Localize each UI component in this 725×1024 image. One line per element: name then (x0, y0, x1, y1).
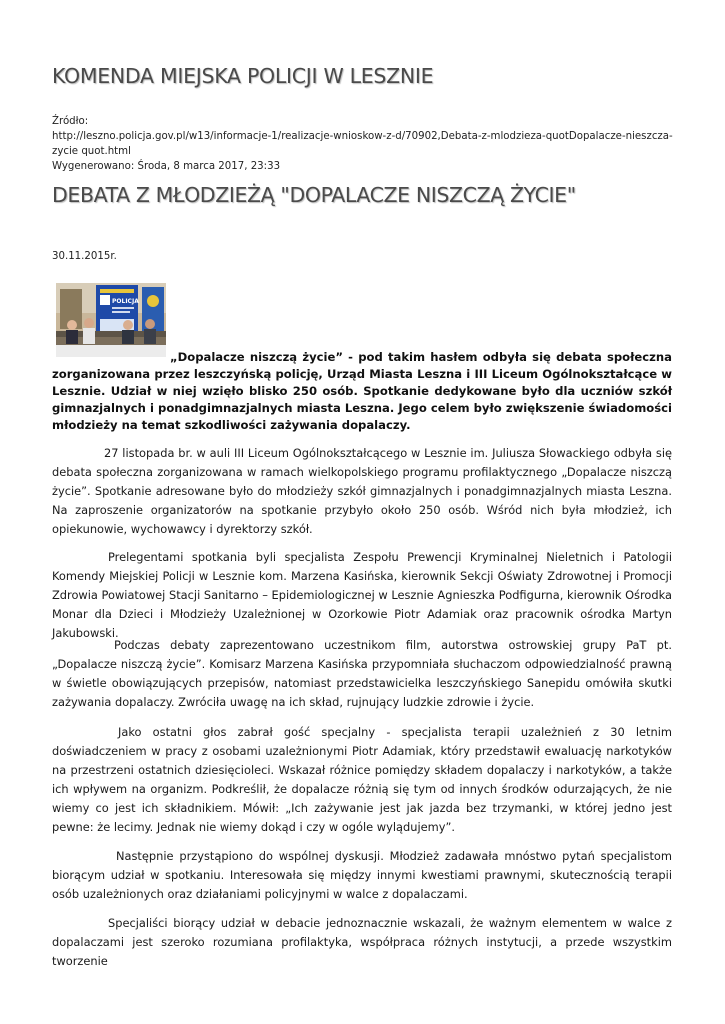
article-lead (52, 349, 672, 434)
source-meta (52, 114, 674, 174)
source-url[interactable]: http://leszno.policja.gov.pl/w13/informacje-1/realizacje-wnioskow-z-d/70902,Debata-z-mlodzieza-quotDopalacze-nieszcza-zycie quot.html (52, 131, 673, 157)
photo-banner-text: POLICJA (112, 298, 139, 305)
article-photo (56, 283, 166, 357)
article-paragraph-3: Podczas debaty zaprezentowano uczestnikom film, autorstwa ostrowskiej grupy PaT pt. „Dopalacze niszczą życie”. Komisarz Marzena Kasińska przypomniała słuchaczom odpowiedzialność prawną w świetle obowiązujących przepisów, natomiast przedstawicielka leszczyńskiego Sanepidu omówiła skutki zażywania dopalaczy. Zwróciła uwagę na ich skład, rujnujący ludzkie zdrowie i życie. (52, 638, 672, 709)
article-paragraph-5: Następnie przystąpiono do wspólnej dyskusji. Młodzież zadawała mnóstwo pytań specjalistom biorącym udział w spotkaniu. Interesowała się między innymi kwestiami prawnymi, skutecznością terapii osób uzależnionych oraz działaniami policyjnymi w walce z dopalaczami. (52, 849, 672, 901)
site-title: KOMENDA MIEJSKA POLICJI W LESZNIE (52, 64, 434, 88)
article-lead-text: „Dopalacze niszczą życie” - pod takim hasłem odbyła się debata społeczna zorganizowana przez leszczyńską policję, Urząd Miasta Leszna i III Liceum Ogólnokształcące w Lesznie. Udział w niej wzięło blisko 250 osób. Spotkanie dedykowane było dla uczniów szkół gimnazjalnych i ponadgimnazjalnych miasta Leszna. Jego celem było zwiększenie świadomości młodzieży na temat szkodliwości zażywania dopalaczy. (52, 350, 672, 432)
generated-timestamp: Wygenerowano: Środa, 8 marca 2017, 23:33 (52, 161, 281, 172)
source-label: Źródło: (52, 116, 89, 127)
article-date: 30.11.2015r. (52, 251, 117, 262)
article-title: DEBATA Z MŁODZIEŻĄ "DOPALACZE NISZCZĄ ŻYCIE" (52, 183, 576, 207)
article-paragraph-6: Specjaliści biorący udział w debacie jednoznacznie wskazali, że ważnym elementem w walce z dopalaczami jest szeroko rozumiana profilaktyka, współpraca różnych instytucji, a przede wszystkim tworzenie (52, 916, 672, 968)
article-paragraph-1: 27 listopada br. w auli III Liceum Ogólnokształcącego w Lesznie im. Juliusza Słowackiego odbyła się debata społeczna zorganizowana w ramach wielkopolskiego programu profilaktycznego „Dopalacze niszczą życie”. Spotkanie adresowane było do młodzieży szkół gimnazjalnych i ponadgimnazjalnych miasta Leszna. Na zaproszenie organizatorów na spotkanie przybyło około 250 osób. Wśród nich była młodzież, ich opiekunowie, wychowawcy i dyrektorzy szkół. (52, 446, 672, 536)
article-paragraph-4: Jako ostatni głos zabrał gość specjalny - specjalista terapii uzależnień z 30 letnim doświadczeniem w pracy z osobami uzależnionymi Piotr Adamiak, który przedstawił ewaluację narkotyków na przestrzeni ostatnich dziesięcioleci. Wskazał różnice pomiędzy składem dopalaczy i narkotyków, a także ich wpływem na organizm. Podkreślił, że dopalacze różnią się tym od innych środków odurzających, że nie wiemy co jest ich składnikiem. Mówił: „Ich zażywanie jest jak jazda bez trzymanki, w której jedno jest pewne: że lecimy. Jednak nie wiemy dokąd i czy w ogóle wylądujemy”. (52, 725, 672, 834)
article-paragraph-2: Prelegentami spotkania byli specjalista Zespołu Prewencji Kryminalnej Nieletnich i Patologii Komendy Miejskiej Policji w Lesznie kom. Marzena Kasińska, kierownik Sekcji Oświaty Zdrowotnej i Promocji Zdrowia Powiatowej Stacji Sanitarno – Epidemiologicznej w Lesznie Agnieszka Podfigurna, kierownik Ośrodka Monar dla Dzieci i Młodzieży Uzależnionej w Ozorkowie Piotr Adamiak oraz pracownik ośrodka Martyn Jakubowski. (52, 550, 672, 640)
